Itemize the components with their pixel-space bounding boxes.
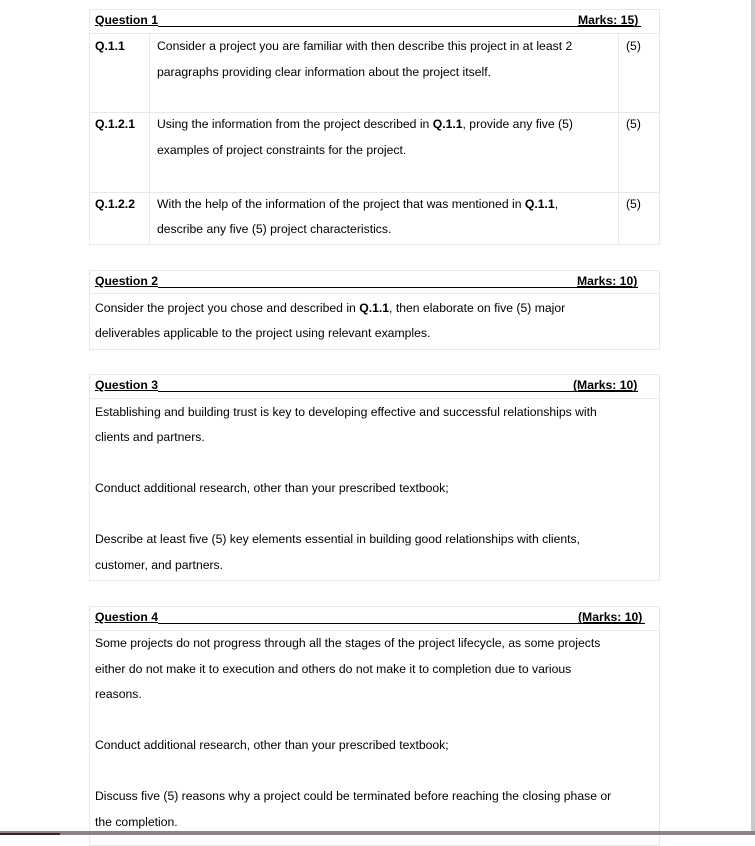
q1-2-1-number: Q.1.2.1: [95, 117, 135, 131]
q3-p1-line1: Establishing and building trust is key to developing effective and successful relationships with: [95, 405, 597, 419]
q3-p3-line1: Describe at least five (5) key elements essential in building good relationships with clients,: [95, 532, 581, 546]
q2-text-line1: Consider the project you chose and described in Q.1.1, then elaborate on five (5) major: [95, 301, 566, 315]
q3-p2: Conduct additional research, other than your prescribed textbook;: [95, 481, 449, 495]
q3-header-rule: [158, 391, 638, 392]
q1-header-rule: [158, 26, 641, 27]
q3-p3-line2: customer, and partners.: [95, 558, 224, 572]
q2-text-line2: deliverables applicable to the project using relevant examples.: [95, 326, 431, 340]
q3-header-divider: [89, 398, 660, 399]
q1-2-2-ref: Q.1.1: [524, 197, 555, 211]
q1-1-text-line2: paragraphs providing clear information about the project itself.: [157, 65, 491, 79]
q1-2-2-text-line2: describe any five (5) project characteristics.: [157, 222, 392, 236]
q1-col-divider-1: [149, 33, 150, 245]
q4-p1-line2: either do not make it to execution and others do not make it to completion due to various: [95, 662, 572, 676]
q1-1-text-line1: Consider a project you are familiar with then describe this project in at least 2: [157, 39, 573, 53]
q4-p3-line2: the completion.: [95, 815, 178, 829]
q1-2-2-text-line1: With the help of the information of the project that was mentioned in Q.1.1,: [157, 197, 559, 211]
q1-2-2-mark: (5): [626, 197, 641, 211]
q2-header-divider: [89, 293, 660, 294]
q1-1-number: Q.1.1: [95, 39, 125, 53]
q4-p1-line1: Some projects do not progress through all the stages of the project lifecycle, as some projects: [95, 636, 601, 650]
q4-marks: (Marks: 10): [578, 610, 643, 624]
q2-ref: Q.1.1: [359, 301, 390, 315]
q1-row-divider-1: [89, 112, 660, 113]
q4-title: Question 4: [95, 610, 158, 624]
q1-title: Question 1: [95, 13, 158, 27]
q4-header-divider: [89, 630, 660, 631]
viewer-scroll-edge: [751, 0, 755, 835]
q1-marks: Marks: 15): [578, 13, 639, 27]
q1-2-1-text-line1: Using the information from the project described in Q.1.1, provide any five (5): [157, 117, 573, 131]
q1-2-1-mark: (5): [626, 117, 641, 131]
q3-title: Question 3: [95, 378, 158, 392]
q2-marks: Marks: 10): [577, 274, 638, 288]
q3-marks: (Marks: 10): [573, 378, 638, 392]
q1-2-1-text-line2: examples of project constraints for the project.: [157, 143, 407, 157]
q1-1-mark: (5): [626, 39, 641, 53]
q4-p2: Conduct additional research, other than your prescribed textbook;: [95, 738, 449, 752]
q4-header-rule: [158, 623, 645, 624]
q4-p1-line3: reasons.: [95, 687, 142, 701]
q1-header-divider: [89, 33, 660, 34]
q1-2-1-ref: Q.1.1: [432, 117, 463, 131]
q1-col-divider-2: [618, 33, 619, 245]
q2-header-rule: [158, 287, 638, 288]
q1-row-divider-2: [89, 192, 660, 193]
q4-p3-line1: Discuss five (5) reasons why a project could be terminated before reaching the closing phase or: [95, 789, 612, 803]
q3-p1-line2: clients and partners.: [95, 430, 205, 444]
viewer-bottom-edge: [0, 831, 755, 835]
q1-2-2-number: Q.1.2.2: [95, 197, 135, 211]
q2-title: Question 2: [95, 274, 158, 288]
